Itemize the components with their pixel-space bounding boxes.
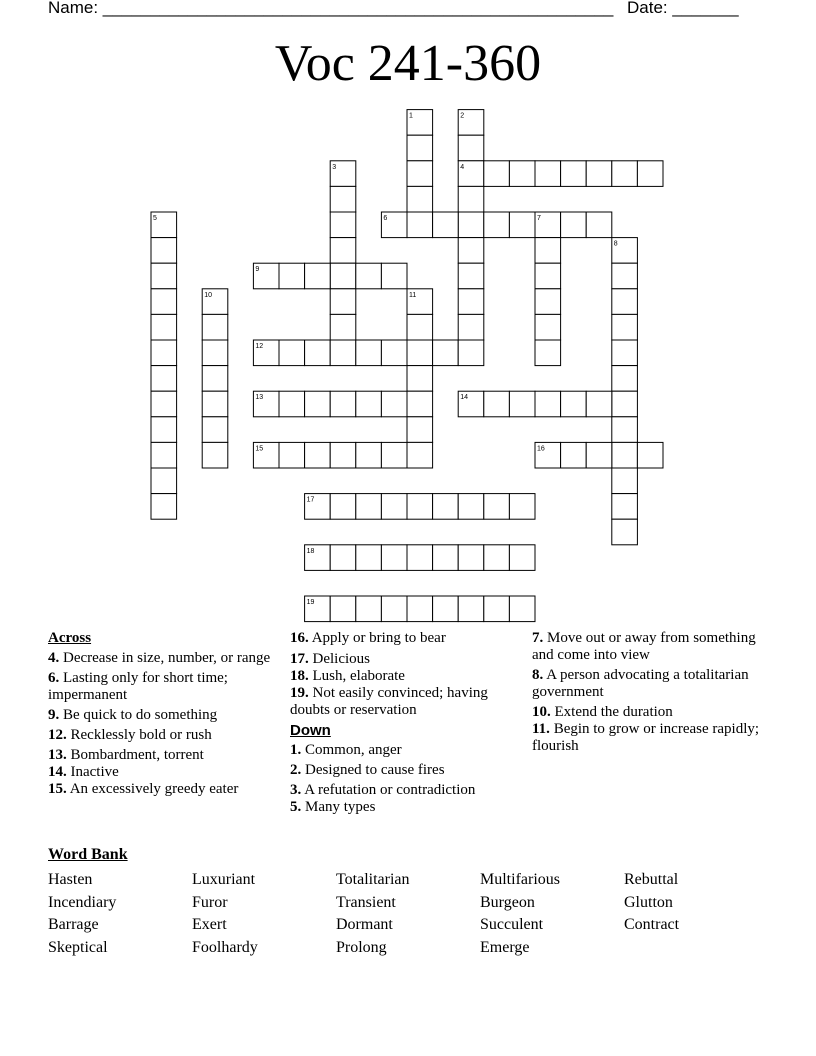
clue-across-15: 15. An excessively greedy eater (48, 781, 239, 797)
crossword-cell (330, 596, 356, 622)
crossword-cell (407, 494, 433, 520)
crossword-cell (151, 417, 177, 443)
cell-number: 3 (332, 163, 337, 171)
crossword-cell (484, 545, 510, 571)
crossword-cell (458, 135, 484, 161)
clue-down-11: 11. Begin to grow or increase rapidly; flourish (532, 721, 760, 754)
crossword-cell (484, 212, 510, 238)
crossword-cell (433, 494, 459, 520)
across-heading: Across (48, 630, 92, 646)
crossword-cell (356, 263, 382, 289)
crossword-cell (202, 391, 228, 417)
crossword-cell (381, 391, 407, 417)
crossword-cell (561, 212, 587, 238)
clue-down-5: 5. Many types (290, 799, 376, 815)
crossword-cell (356, 391, 382, 417)
crossword-cell (612, 161, 638, 187)
crossword-cell (458, 314, 484, 340)
crossword-cell (330, 289, 356, 315)
crossword-cell (535, 289, 561, 315)
crossword-cell (305, 263, 331, 289)
clue-across-14: 14. Inactive (48, 764, 119, 780)
crossword-cell (356, 596, 382, 622)
crossword-cell (407, 314, 433, 340)
clue-across-9: 9. Be quick to do something (48, 707, 218, 723)
crossword-cell (356, 340, 382, 366)
cell-number: 8 (613, 240, 618, 248)
clue-across-6: 6. Lasting only for short time; impermanent (48, 670, 228, 703)
word-bank-item: Transient (336, 893, 396, 911)
crossword-cell (458, 494, 484, 520)
cell-number: 14 (460, 394, 468, 402)
word-bank-item: Furor (192, 893, 228, 911)
cell-number: 10 (204, 291, 212, 299)
crossword-cell (433, 545, 459, 571)
cell-number: 11 (409, 291, 417, 299)
clue-down-10: 10. Extend the duration (532, 704, 673, 720)
cell-number: 9 (255, 266, 260, 274)
crossword-cell (509, 212, 535, 238)
cell-number: 7 (537, 215, 541, 222)
clue-across-19: 19. Not easily convinced; having doubts or reservation (290, 685, 488, 718)
crossword-cell (612, 366, 638, 392)
crossword-cell (484, 161, 510, 187)
word-bank-item: Emerge (480, 939, 530, 957)
crossword-cell (330, 442, 356, 468)
crossword-cell (458, 340, 484, 366)
cell-number: 2 (460, 112, 465, 120)
clue-down-1: 1. Common, anger (290, 742, 402, 758)
clue-across-12: 12. Recklessly bold or rush (48, 727, 212, 743)
crossword-cell (407, 417, 433, 443)
crossword-cell (151, 340, 177, 366)
crossword-cell (330, 314, 356, 340)
crossword-cell (151, 238, 177, 264)
crossword-cell (330, 494, 356, 520)
crossword-cell (484, 391, 510, 417)
crossword-cell (407, 161, 433, 187)
crossword-cell (356, 442, 382, 468)
clue-across-13: 13. Bombardment, torrent (48, 747, 204, 763)
word-bank-item: Dormant (336, 916, 393, 934)
cell-number: 4 (460, 163, 465, 171)
crossword-cell (407, 340, 433, 366)
cell-number: 17 (306, 496, 315, 504)
down-heading: Down (290, 722, 331, 739)
crossword-cell (637, 442, 663, 468)
word-bank-item: Incendiary (48, 893, 117, 911)
crossword-cell (305, 391, 331, 417)
cell-number: 13 (255, 394, 264, 402)
crossword-cell (612, 519, 638, 545)
crossword-cell (535, 391, 561, 417)
crossword-cell (202, 314, 228, 340)
crossword-cell (433, 340, 459, 366)
clues-column-3 (532, 630, 762, 758)
crossword-cell (484, 596, 510, 622)
word-bank-item: Multifarious (480, 871, 560, 888)
crossword-cell (407, 135, 433, 161)
crossword-cell (407, 186, 433, 212)
clue-across-4: 4. Decrease in size, number, or range (48, 650, 271, 666)
crossword-cell (509, 391, 535, 417)
word-bank-item: Skeptical (48, 939, 108, 957)
word-bank-item: Burgeon (480, 893, 535, 911)
clue-across-16: 16. Apply or bring to bear (290, 630, 446, 646)
crossword-cell (407, 212, 433, 238)
crossword-cell (279, 391, 305, 417)
page-title: Voc 241-360 (274, 35, 542, 92)
crossword-cell (279, 340, 305, 366)
cell-number: 1 (409, 112, 413, 120)
crossword-cell (407, 596, 433, 622)
crossword-cell (381, 596, 407, 622)
word-bank-item: Succulent (480, 916, 544, 934)
crossword-cell (535, 314, 561, 340)
crossword-cell (535, 263, 561, 289)
cell-number: 18 (306, 547, 315, 555)
crossword-cell (561, 442, 587, 468)
clue-down-3: 3. A refutation or contradiction (290, 782, 476, 798)
cell-number: 12 (255, 343, 264, 350)
crossword-cell (509, 545, 535, 571)
crossword-cell (509, 494, 535, 520)
crossword-cell (612, 289, 638, 315)
crossword-cell (151, 314, 177, 340)
crossword-cell (151, 391, 177, 417)
crossword-cell (330, 391, 356, 417)
cell-number: 16 (537, 445, 545, 453)
crossword-cell (151, 442, 177, 468)
clues-column-1 (48, 630, 276, 801)
crossword-cell (330, 263, 356, 289)
crossword-cell (381, 340, 407, 366)
crossword-cell (151, 366, 177, 392)
crossword-cell (612, 314, 638, 340)
crossword-cell (330, 186, 356, 212)
crossword-cell (458, 238, 484, 264)
crossword-cell (586, 161, 612, 187)
clue-across-18: 18. Lush, elaborate (290, 668, 405, 684)
crossword-cell (151, 494, 177, 520)
crossword-cell (458, 545, 484, 571)
crossword-cell (407, 442, 433, 468)
crossword-cell (202, 366, 228, 392)
clue-down-8: 8. A person advocating a totalitarian government (532, 667, 749, 700)
crossword-cell (458, 263, 484, 289)
crossword-cell (612, 263, 638, 289)
clue-down-2: 2. Designed to cause fires (290, 762, 445, 778)
crossword-cell (612, 468, 638, 494)
crossword-cell (202, 340, 228, 366)
word-bank-item: Totalitarian (336, 871, 410, 888)
crossword-cell (279, 442, 305, 468)
crossword-cell (509, 596, 535, 622)
crossword-cell (407, 545, 433, 571)
crossword-cell (586, 212, 612, 238)
crossword-cell (535, 340, 561, 366)
clue-down-7: 7. Move out or away from something and come into view (532, 630, 756, 663)
crossword-cell (612, 340, 638, 366)
crossword-cell (151, 289, 177, 315)
crossword-cell (612, 494, 638, 520)
crossword-cell (586, 442, 612, 468)
crossword-cell (202, 442, 228, 468)
crossword-cell (330, 545, 356, 571)
crossword-cell (484, 494, 510, 520)
crossword-cell (458, 186, 484, 212)
crossword-cell (407, 366, 433, 392)
crossword-cell (381, 263, 407, 289)
crossword-cell (151, 263, 177, 289)
crossword-cell (356, 545, 382, 571)
crossword-cell (151, 468, 177, 494)
crossword-cell (381, 494, 407, 520)
crossword-cell (535, 238, 561, 264)
crossword-cell (202, 417, 228, 443)
crossword-cell (381, 442, 407, 468)
crossword-cell (330, 212, 356, 238)
crossword-cell (433, 212, 459, 238)
word-bank-item: Prolong (336, 939, 387, 957)
cell-number: 5 (153, 215, 157, 222)
crossword-cell (330, 340, 356, 366)
crossword-cell (612, 417, 638, 443)
crossword-cell (433, 596, 459, 622)
crossword-cell (330, 238, 356, 264)
crossword-cell (305, 442, 331, 468)
clues-column-2 (290, 630, 520, 819)
crossword-cell (356, 494, 382, 520)
crossword-cell (407, 391, 433, 417)
word-bank-item: Luxuriant (192, 871, 256, 888)
cell-number: 15 (255, 445, 264, 453)
crossword-cell (381, 545, 407, 571)
crossword-cell (458, 289, 484, 315)
word-bank-item: Glutton (624, 893, 673, 911)
crossword-cell (305, 340, 331, 366)
word-bank-item: Barrage (48, 916, 99, 934)
name-line: Name: ______________________________________________________ (48, 0, 614, 17)
crossword-cell (612, 442, 638, 468)
word-bank-title: Word Bank (48, 846, 128, 863)
crossword-cell (458, 596, 484, 622)
word-bank-item: Rebuttal (624, 871, 679, 888)
crossword-cell (458, 212, 484, 238)
crossword-cell (586, 391, 612, 417)
clue-across-17: 17. Delicious (290, 651, 370, 667)
cell-number: 6 (383, 215, 388, 222)
word-bank-item: Foolhardy (192, 939, 258, 957)
crossword-cell (561, 161, 587, 187)
word-bank-item: Exert (192, 916, 227, 934)
crossword-cell (279, 263, 305, 289)
crossword-cell (637, 161, 663, 187)
crossword-cell (561, 391, 587, 417)
crossword-cell (535, 161, 561, 187)
crossword-cell (612, 391, 638, 417)
crossword-cell (509, 161, 535, 187)
cell-number: 19 (306, 599, 315, 606)
word-bank-item: Contract (624, 916, 680, 934)
word-bank-item: Hasten (48, 871, 93, 888)
word-bank (48, 869, 768, 960)
date-line: Date: _______ (627, 0, 739, 17)
